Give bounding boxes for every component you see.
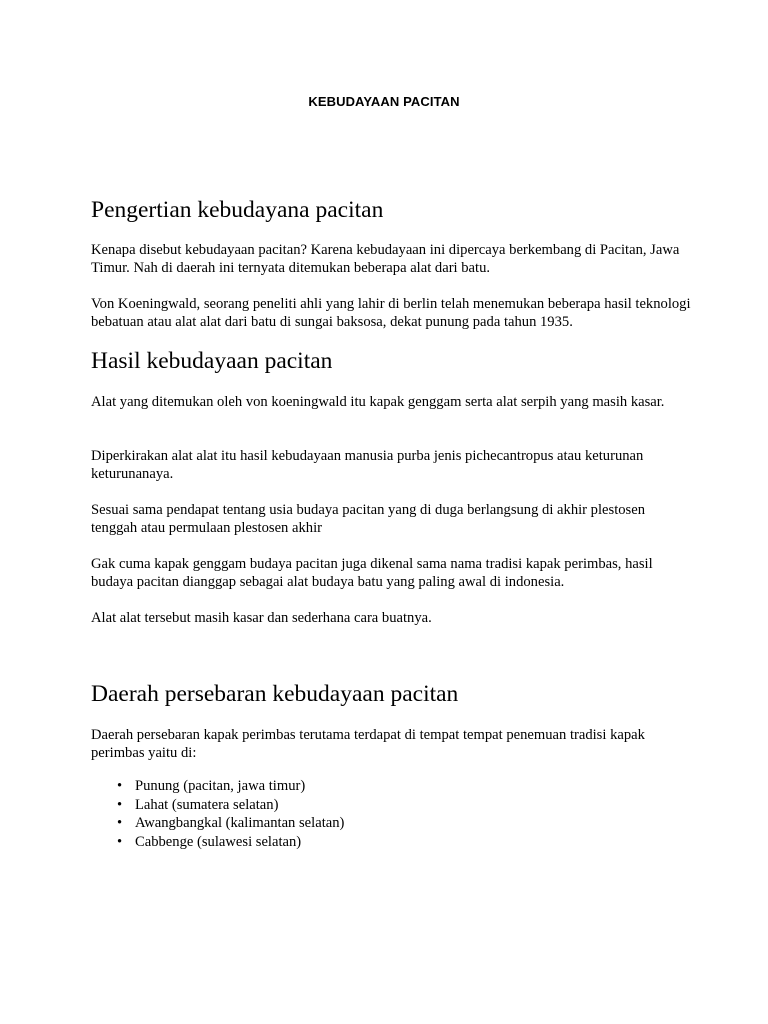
paragraph: Kenapa disebut kebudayaan pacitan? Karena kebudayaan ini dipercaya berkembang di Pacitan, Jawa Timur. Nah di daerah ini ternyata ditemukan beberapa alat dari batu. (91, 242, 680, 276)
bullet-icon: • (117, 796, 123, 813)
list-item (91, 814, 344, 833)
list-item-text: Punung (pacitan, jawa timur) (135, 778, 306, 794)
list-item (91, 833, 344, 852)
region-list (91, 777, 344, 851)
list-item (91, 777, 344, 796)
document-title: KEBUDAYAAN PACITAN (308, 94, 460, 109)
list-item-text: Lahat (sumatera selatan) (135, 796, 279, 813)
section-heading-hasil: Hasil kebudayaan pacitan (91, 348, 333, 374)
bullet-icon: • (117, 778, 123, 794)
list-item-text: Awangbangkal (kalimantan selatan) (135, 815, 345, 831)
paragraph: Daerah persebaran kapak perimbas terutama terdapat di tempat tempat penemuan tradisi kapak perimbas yaitu di: (91, 727, 645, 761)
paragraph: Diperkirakan alat alat itu hasil kebudayaan manusia purba jenis pichecantropus atau keturunan keturunanaya. (91, 448, 644, 482)
list-item-text: Cabbenge (sulawesi selatan) (135, 833, 302, 850)
section-heading-daerah: Daerah persebaran kebudayaan pacitan (91, 681, 459, 707)
paragraph: Sesuai sama pendapat tentang usia budaya pacitan yang di duga berlangsung di akhir plestosen tenggah atau permulaan plestosen akhir (91, 502, 645, 536)
paragraph: Alat alat tersebut masih kasar dan sederhana cara buatnya. (91, 610, 432, 626)
paragraph: Von Koeningwald, seorang peneliti ahli yang lahir di berlin telah menemukan beberapa hasil teknologi bebatuan atau alat alat dari batu di sungai baksosa, dekat punung pada tahun 1935. (91, 296, 691, 330)
list-item (91, 796, 344, 815)
paragraph: Alat yang ditemukan oleh von koeningwald itu kapak genggam serta alat serpih yang masih kasar. (91, 394, 665, 410)
section-heading-pengertian: Pengertian kebudayana pacitan (91, 197, 384, 223)
paragraph: Gak cuma kapak genggam budaya pacitan juga dikenal sama nama tradisi kapak perimbas, hasil budaya pacitan dianggap sebagai alat budaya batu yang paling awal di indonesia. (91, 556, 653, 590)
bullet-icon: • (117, 833, 123, 850)
bullet-icon: • (117, 815, 123, 831)
